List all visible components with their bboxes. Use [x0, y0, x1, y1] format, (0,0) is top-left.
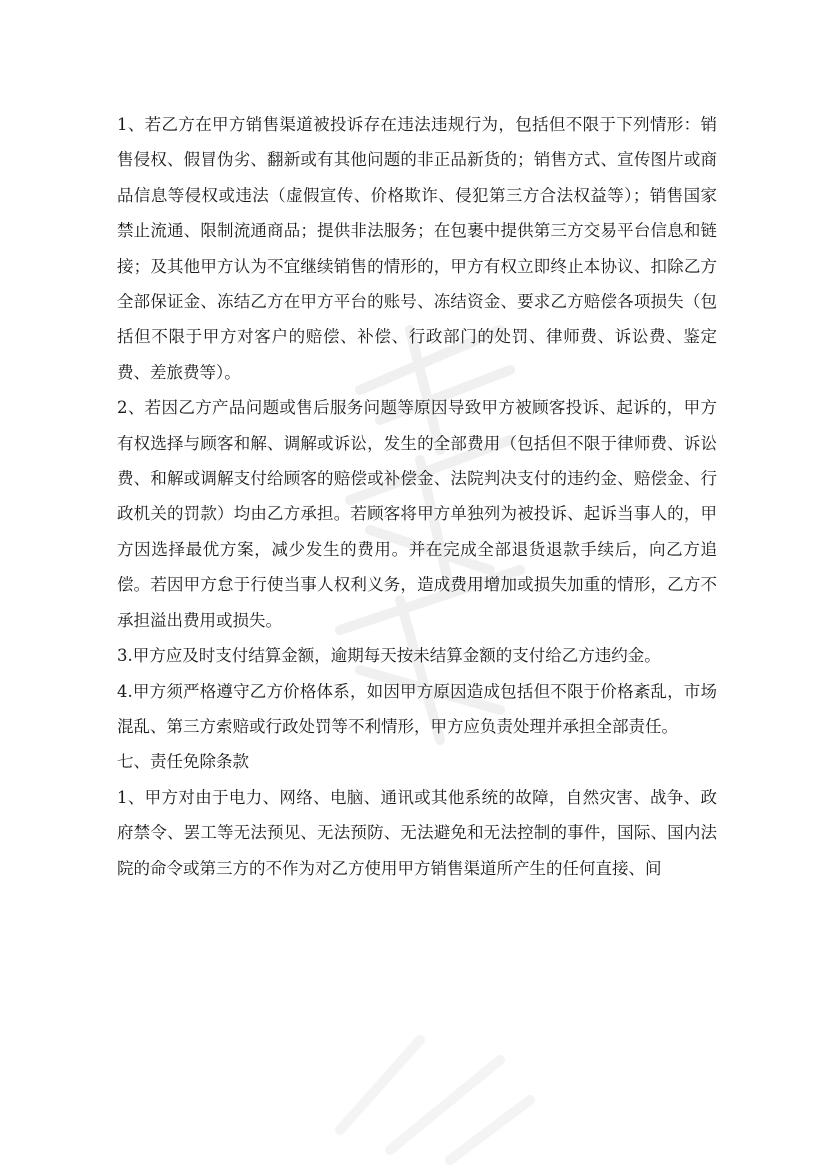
paragraph-clause-2: 2、若因乙方产品问题或售后服务问题等原因导致甲方被顾客投诉、起诉的，甲方有权选择与顾客和解、调解或诉讼，发生的全部费用（包括但不限于律师费、诉讼费、和解或调解支付给顾客的赔偿或补偿金、法院判决支付的违约金、赔偿金、行政机关的罚款）均由乙方承担。若顾客将甲方单独列为被投诉、起诉当事人的，甲方因选择最优方案，减少发生的费用。并在完成全部退货退款手续后，向乙方追偿。若因甲方怠于行使当事人权利义务，造成费用增加或损失加重的情形，乙方不承担溢出费用或损失。: [117, 398, 717, 630]
paragraph-clause-4: 4.甲方须严格遵守乙方价格体系，如因甲方原因造成包括但不限于价格紊乱，市场混乱、第三方索赔或行政处罚等不利情形，甲方应负责处理并承担全部责任。: [117, 681, 717, 736]
document-body: [117, 107, 717, 886]
paragraph-exemption-1: 1、甲方对由于电力、网络、电脑、通讯或其他系统的故障，自然灾害、战争、政府禁令、罢工等无法预见、无法预防、无法避免和无法控制的事件，国际、国内法院的命令或第三方的不作为对乙方使用甲方销售渠道所产生的任何直接、间: [117, 787, 717, 878]
paragraph-clause-1: 1、若乙方在甲方销售渠道被投诉存在违法违规行为，包括但不限于下列情形：销售侵权、假冒伪劣、翻新或有其他问题的非正品新货的；销售方式、宣传图片或商品信息等侵权或违法（虚假宣传、价格欺诈、侵犯第三方合法权益等）；销售国家禁止流通、限制流通商品；提供非法服务；在包裹中提供第三方交易平台信息和链接；及其他甲方认为不宜继续销售的情形的，甲方有权立即终止本协议、扣除乙方全部保证金、冻结乙方在甲方平台的账号、冻结资金、要求乙方赔偿各项损失（包括但不限于甲方对客户的赔偿、补偿、行政部门的处罚、律师费、诉讼费、鉴定费、差旅费等）。: [117, 115, 717, 382]
section-heading-liability-exemption: 七、责任免除条款: [117, 752, 249, 772]
watermark-graphic-lower: [300, 980, 560, 1174]
paragraph-clause-3: 3.甲方应及时支付结算金额，逾期每天按未结算金额的支付给乙方违约金。: [117, 646, 661, 666]
